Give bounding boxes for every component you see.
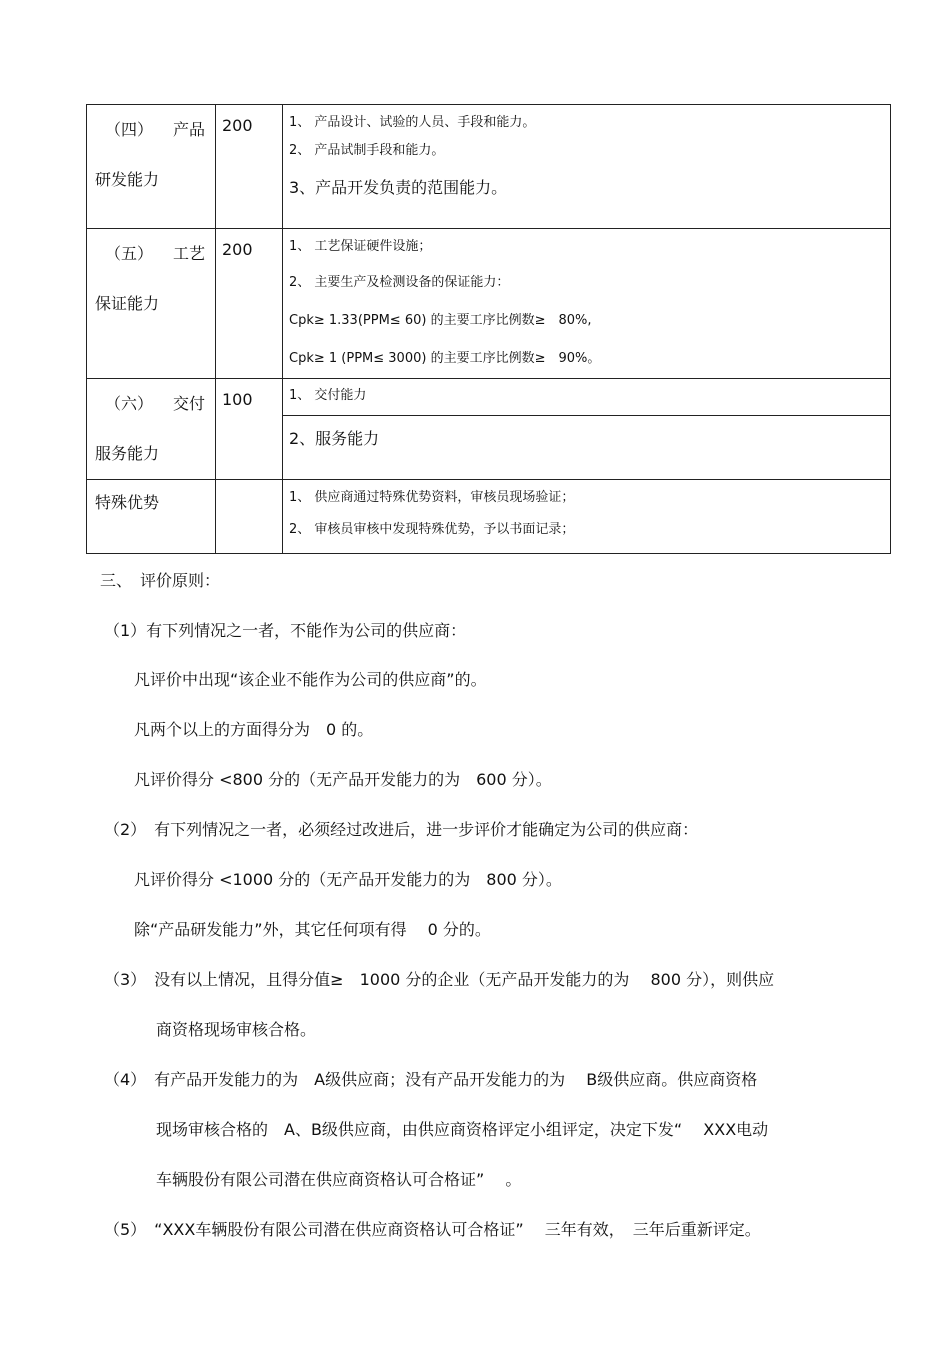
principle-4: （4） 有产品开发能力的为 A级供应商；没有产品开发能力的为 B级供应商。供应商资格 bbox=[104, 1070, 758, 1089]
detail-cell bbox=[283, 480, 891, 554]
category-name-rest: 研发能力 bbox=[95, 170, 160, 189]
score-cell: 200 bbox=[216, 229, 283, 379]
principle-2: （2） 有下列情况之一者，必须经过改进后，进一步评价才能确定为公司的供应商： bbox=[104, 820, 699, 839]
detail-item: 3、产品开发负责的范围能力。 bbox=[289, 178, 508, 197]
category-name-rest: 保证能力 bbox=[95, 294, 160, 313]
category-name-part: 工艺 bbox=[172, 244, 205, 263]
table-row bbox=[87, 379, 891, 416]
detail-cell bbox=[283, 379, 891, 416]
category-number: （六） bbox=[105, 394, 154, 413]
detail-cell bbox=[283, 105, 891, 229]
principle-1-item: 凡评价得分 <800 分的（无产品开发能力的为 600 分）。 bbox=[134, 770, 552, 789]
table-row bbox=[87, 105, 891, 229]
principle-1-item: 凡两个以上的方面得分为 0 的。 bbox=[134, 720, 374, 739]
detail-item: Cpk≥ 1 (PPM≤ 3000) 的主要工序比例数≥ 90%。 bbox=[289, 351, 601, 366]
detail-cell bbox=[283, 229, 891, 379]
detail-item: 1、 工艺保证硬件设施； bbox=[289, 239, 432, 254]
score-cell bbox=[216, 480, 283, 554]
category-cell bbox=[87, 229, 216, 379]
category-name: 特殊优势 bbox=[95, 493, 160, 512]
detail-item: 1、 供应商通过特殊优势资料，审核员现场验证； bbox=[289, 490, 575, 505]
category-name-part: 产品 bbox=[172, 120, 205, 139]
principle-5: （5） “XXX车辆股份有限公司潜在供应商资格认可合格证” 三年有效， 三年后重新评定。 bbox=[104, 1220, 761, 1239]
detail-item: 1、 产品设计、试验的人员、手段和能力。 bbox=[289, 115, 536, 130]
category-number: （四） bbox=[105, 120, 154, 139]
detail-item: 1、 交付能力 bbox=[289, 388, 367, 403]
principle-3: （3） 没有以上情况，且得分值≥ 1000 分的企业（无产品开发能力的为 800 分），则供应 bbox=[104, 970, 775, 989]
principle-4-cont: 车辆股份有限公司潜在供应商资格认可合格证” 。 bbox=[156, 1170, 522, 1189]
category-name-part: 交付 bbox=[172, 394, 205, 413]
detail-item: 2、服务能力 bbox=[289, 429, 380, 449]
table-row bbox=[87, 229, 891, 379]
score-cell: 100 bbox=[216, 379, 283, 480]
principle-4-cont: 现场审核合格的 A、B级供应商，由供应商资格评定小组评定，决定下发“ XXX电动 bbox=[156, 1120, 769, 1139]
principle-1: （1）有下列情况之一者，不能作为公司的供应商： bbox=[104, 621, 467, 640]
category-name-rest: 服务能力 bbox=[95, 444, 160, 463]
score-cell: 200 bbox=[216, 105, 283, 229]
detail-item: 2、 主要生产及检测设备的保证能力： bbox=[289, 275, 510, 290]
principle-1-item: 凡评价中出现“该企业不能作为公司的供应商”的。 bbox=[134, 670, 487, 689]
table-row bbox=[87, 480, 891, 554]
principle-3-cont: 商资格现场审核合格。 bbox=[156, 1020, 317, 1039]
detail-item: 2、 产品试制手段和能力。 bbox=[289, 143, 445, 158]
detail-item: 2、 审核员审核中发现特殊优势，予以书面记录； bbox=[289, 522, 575, 537]
category-cell bbox=[87, 480, 216, 554]
evaluation-criteria-table bbox=[86, 104, 891, 554]
section-heading: 三、 评价原则： bbox=[100, 571, 221, 590]
category-cell bbox=[87, 105, 216, 229]
detail-cell bbox=[283, 416, 891, 480]
principle-2-item: 除“产品研发能力”外，其它任何项有得 0 分的。 bbox=[134, 920, 491, 939]
category-number: （五） bbox=[105, 244, 154, 263]
category-cell bbox=[87, 379, 216, 480]
detail-item: Cpk≥ 1.33(PPM≤ 60) 的主要工序比例数≥ 80%, bbox=[289, 313, 592, 328]
principle-2-item: 凡评价得分 <1000 分的（无产品开发能力的为 800 分）。 bbox=[134, 870, 562, 889]
